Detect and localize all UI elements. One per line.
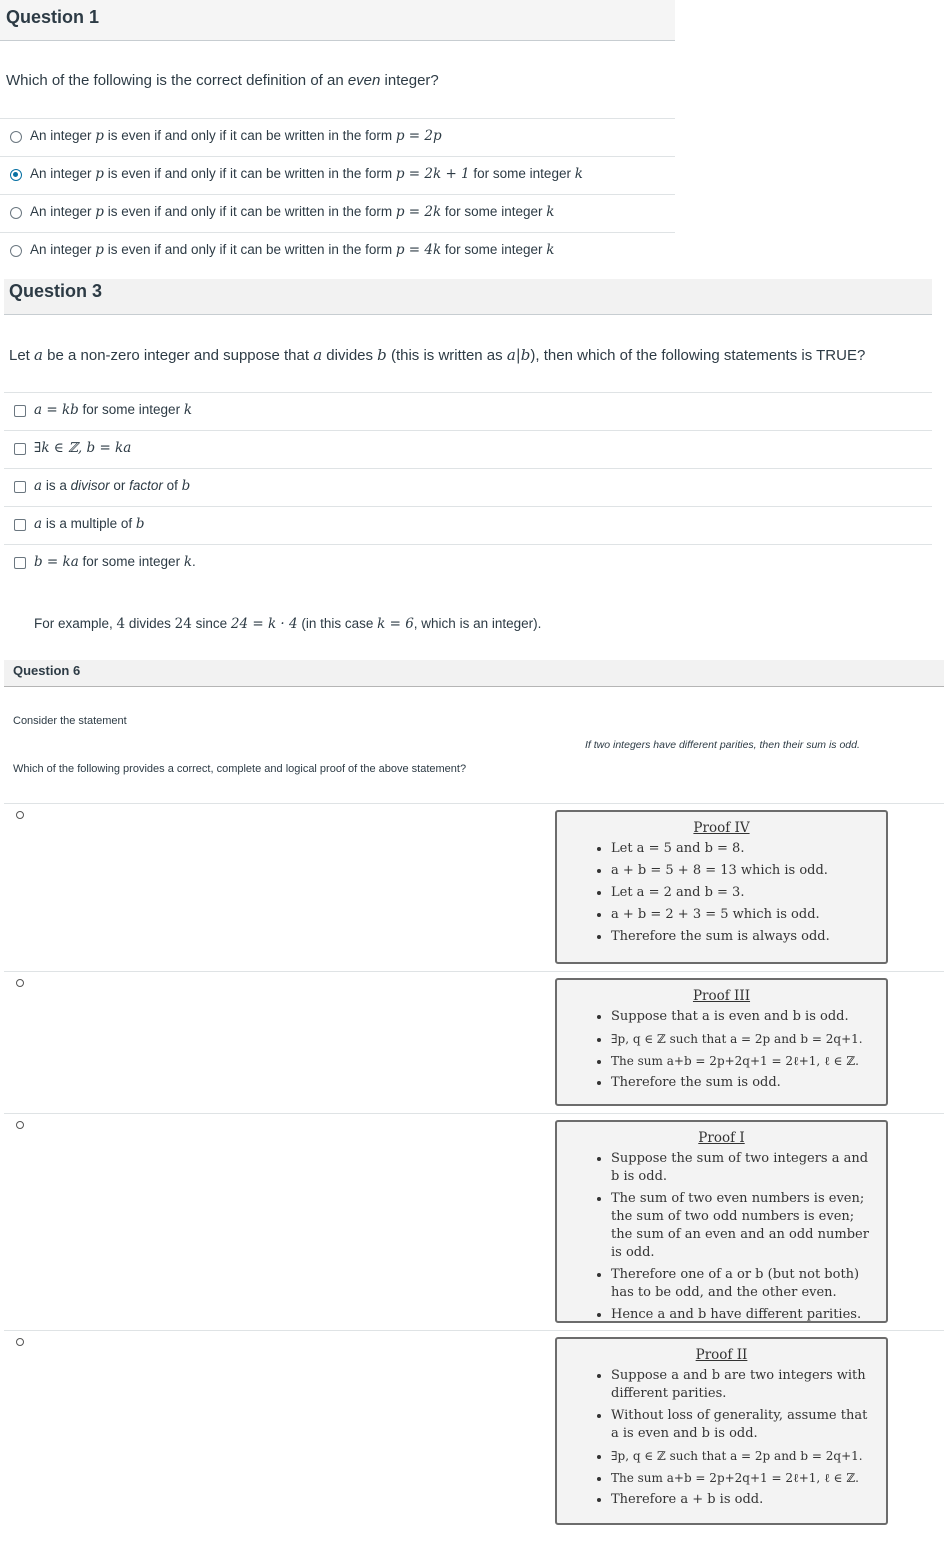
q3-option-3[interactable]: a is a divisor or factor of b (4, 468, 932, 506)
proof-iii-item: • Therefore the sum is odd. (611, 1074, 872, 1092)
proof-iv-box (555, 810, 888, 964)
question-3-header (4, 279, 932, 315)
proof-iv-item: • Let a = 2 and b = 3. (611, 884, 872, 902)
q3-option-1[interactable]: a = kb for some integer k (4, 392, 932, 430)
proof-iii-item: • ∃p, q ∈ ℤ such that a = 2p and b = 2q+1. (611, 1030, 872, 1048)
q1-option-4-radio[interactable] (10, 245, 22, 257)
proof-ii-item: • ∃p, q ∈ ℤ such that a = 2p and b = 2q+1. (611, 1447, 872, 1465)
proof-ii-item: • Suppose a and b are two integers with different parities. (611, 1367, 872, 1403)
proof-i-item: • The sum of two even numbers is even; the sum of two odd numbers is even; the sum of an even and an odd number is odd. (611, 1190, 872, 1262)
proof-i-item: • Therefore one of a or b (but not both) has to be odd, and the other even. (611, 1266, 872, 1302)
q6-option-3-radio[interactable] (16, 1121, 24, 1129)
question-1-prompt: Which of the following is the correct definition of an even integer? (6, 72, 439, 89)
q3-example-text: For example, 4 divides 24 since 24 = k · 4 (in this case k = 6, which is an integer). (34, 616, 542, 632)
q6-option-2-radio[interactable] (16, 979, 24, 987)
q1-option-2-radio[interactable] (10, 169, 22, 181)
proof-iv-item: • a + b = 5 + 8 = 13 which is odd. (611, 862, 872, 880)
q3-option-5-checkbox[interactable] (14, 557, 26, 569)
q1-option-2[interactable]: An integer p is even if and only if it can be written in the form p = 2k + 1 for some integer k (0, 156, 675, 194)
proof-iv-item: • Let a = 5 and b = 8. (611, 840, 872, 858)
q3-option-2[interactable]: ∃k ∈ ℤ, b = ka (4, 430, 932, 468)
proof-iii-box (555, 978, 888, 1106)
proof-iii-title: Proof III (692, 988, 751, 1004)
q6-statement: If two integers have different parities, then their sum is odd. (585, 739, 860, 751)
question-1-title: Question 1 (6, 7, 100, 27)
q1-option-1[interactable]: An integer p is even if and only if it can be written in the form p = 2p (0, 118, 675, 156)
q1-option-3-radio[interactable] (10, 207, 22, 219)
proof-ii-title: Proof II (695, 1347, 748, 1363)
q3-option-2-checkbox[interactable] (14, 443, 26, 455)
q3-option-4-checkbox[interactable] (14, 519, 26, 531)
proof-iv-title: Proof IV (693, 820, 750, 836)
q3-option-4[interactable]: a is a multiple of b (4, 506, 932, 544)
proof-ii-item: • Without loss of generality, assume that a is even and b is odd. (611, 1407, 872, 1443)
proof-iii-item: • The sum a+b = 2p+2q+1 = 2ℓ+1, ℓ ∈ ℤ. (611, 1052, 872, 1070)
question-6-title: Question 6 (13, 663, 81, 678)
proof-iii-item: • Suppose that a is even and b is odd. (611, 1008, 872, 1026)
q3-option-3-checkbox[interactable] (14, 481, 26, 493)
proof-i-item: • Suppose the sum of two integers a and b is odd. (611, 1150, 872, 1186)
q6-option-4-radio[interactable] (16, 1338, 24, 1346)
q1-option-3[interactable]: An integer p is even if and only if it can be written in the form p = 2k for some integer k (0, 194, 675, 232)
question-6-header (4, 660, 944, 687)
question-3-title: Question 3 (9, 281, 103, 301)
proof-ii-item: • Therefore a + b is odd. (611, 1491, 872, 1509)
q6-option-1-radio[interactable] (16, 811, 24, 819)
question-3-prompt: Let a be a non-zero integer and suppose that a divides b (this is written as a|b), then which of the following statements is TRUE? (9, 346, 866, 364)
proof-i-item: • Hence a and b have different parities. (611, 1306, 872, 1324)
q1-option-1-radio[interactable] (10, 131, 22, 143)
q6-consider-text: Consider the statement (13, 715, 127, 727)
proof-ii-box (555, 1337, 888, 1525)
proof-iv-item: • a + b = 2 + 3 = 5 which is odd. (611, 906, 872, 924)
question-1-header (0, 0, 675, 41)
q3-option-1-checkbox[interactable] (14, 405, 26, 417)
proof-i-title: Proof I (698, 1130, 745, 1146)
q3-option-5[interactable]: b = ka for some integer k. (4, 544, 932, 582)
q6-prompt: Which of the following provides a correct, complete and logical proof of the above statement? (13, 763, 467, 775)
q1-option-4[interactable]: An integer p is even if and only if it can be written in the form p = 4k for some integer k (0, 232, 675, 272)
proof-i-box (555, 1120, 888, 1323)
proof-iv-item: • Therefore the sum is always odd. (611, 928, 872, 946)
proof-ii-item: • The sum a+b = 2p+2q+1 = 2ℓ+1, ℓ ∈ ℤ. (611, 1469, 872, 1487)
